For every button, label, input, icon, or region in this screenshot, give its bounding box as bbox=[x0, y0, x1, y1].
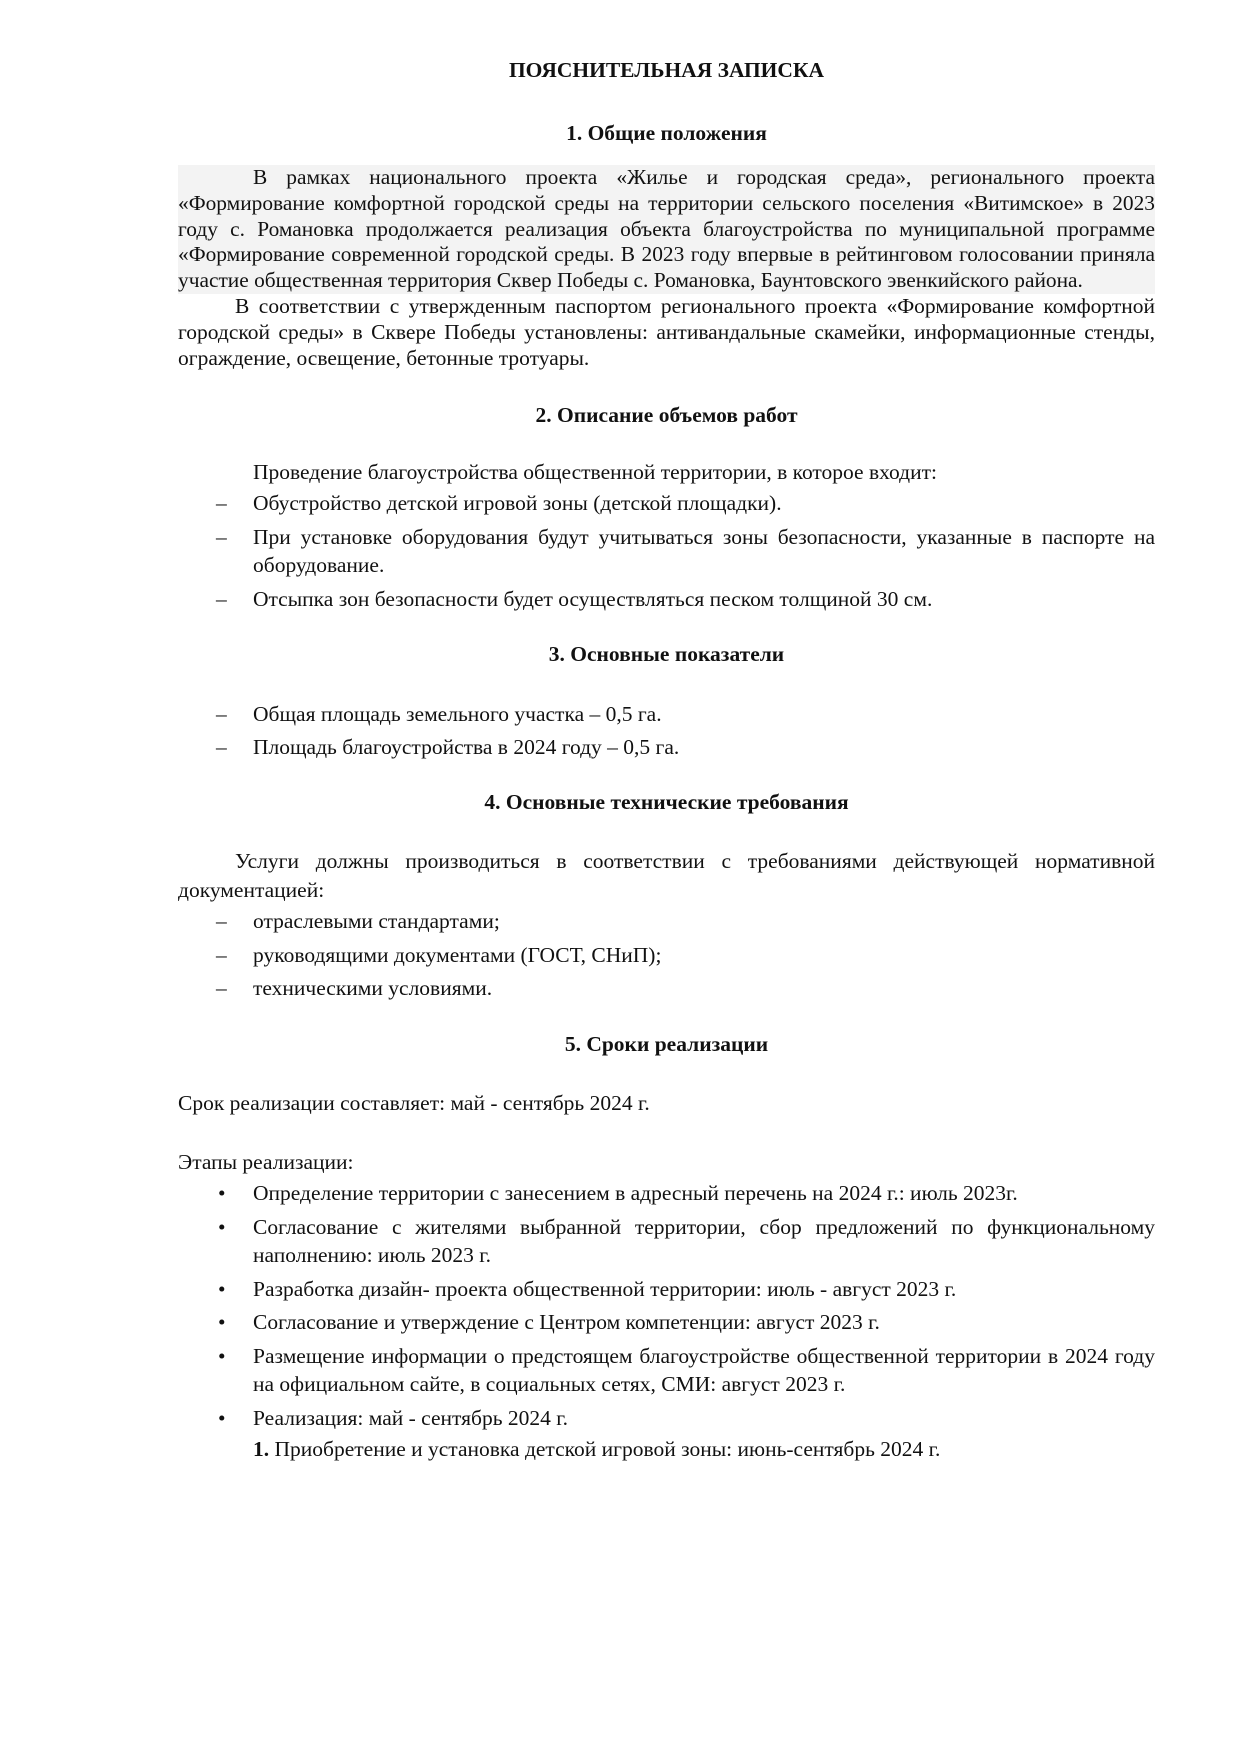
list-item bbox=[178, 523, 1155, 580]
section-1-paragraph-1: В рамках национального проекта «Жилье и городская среда», регионального проекта «Формирование комфортной городской среды на территории сельского поселения «Витимское» в 2023 году с. Романовка продолжается реализация объекта благоустройства по муниципальной программе «Формирование современной городской среды. В 2023 году впервые в рейтинговом голосовании приняла участие общественная территория Сквер Победы с. Романовка, Баунтовского эвенкийского района. bbox=[178, 165, 1155, 293]
dash-marker: – bbox=[216, 491, 227, 516]
section-5-stages-label: Этапы реализации: bbox=[178, 1149, 354, 1174]
dash-marker: – bbox=[216, 586, 227, 611]
list-item-text: отраслевыми стандартами; bbox=[253, 909, 500, 934]
list-item-text: При установке оборудования будут учитываться зоны безопасности, указанные в паспорте на оборудование. bbox=[253, 524, 1155, 578]
list-item bbox=[178, 1213, 1155, 1270]
bullet-marker: • bbox=[218, 1310, 226, 1335]
list-item bbox=[178, 733, 1155, 762]
list-item bbox=[178, 489, 1155, 518]
document-title: ПОЯСНИТЕЛЬНАЯ ЗАПИСКА bbox=[508, 58, 825, 82]
list-item bbox=[178, 1342, 1155, 1399]
list-item bbox=[178, 1179, 1155, 1208]
list-item-text: Отсыпка зон безопасности будет осуществляться песком толщиной 30 см. bbox=[253, 586, 933, 611]
dash-marker: – bbox=[216, 735, 227, 760]
list-item bbox=[178, 700, 1155, 729]
section-3-heading: 3. Основные показатели bbox=[548, 642, 785, 667]
list-item-text: Согласование с жителями выбранной территории, сбор предложений по функциональному наполнению: июль 2023 г. bbox=[253, 1214, 1155, 1268]
list-item-text: Реализация: май - сентябрь 2024 г. bbox=[253, 1405, 569, 1430]
section-4-list bbox=[178, 907, 1155, 1003]
section-5-term: Срок реализации составляет: май - сентябрь 2024 г. bbox=[178, 1091, 650, 1116]
dash-marker: – bbox=[216, 942, 227, 967]
list-item bbox=[178, 941, 1155, 970]
section-5-stages-list bbox=[178, 1179, 1155, 1432]
section-3-list bbox=[178, 700, 1155, 762]
section-2-intro: Проведение благоустройства общественной территории, в которое входит: bbox=[253, 459, 938, 484]
bullet-marker: • bbox=[218, 1214, 226, 1239]
list-item-text: Разработка дизайн- проекта общественной территории: июль - август 2023 г. bbox=[253, 1276, 957, 1301]
dash-marker: – bbox=[216, 524, 227, 549]
list-item-text: Согласование и утверждение с Центром компетенции: август 2023 г. bbox=[253, 1310, 880, 1335]
list-item-text: Площадь благоустройства в 2024 году – 0,5 га. bbox=[253, 735, 680, 760]
list-item bbox=[178, 907, 1155, 936]
sub-item-text: Приобретение и установка детской игровой зоны: июнь-сентябрь 2024 г. bbox=[269, 1437, 941, 1462]
list-item bbox=[178, 585, 1155, 614]
sub-item-number: 1. bbox=[253, 1437, 270, 1462]
section-2-heading: 2. Описание объемов работ bbox=[535, 403, 798, 428]
list-item-text: техническими условиями. bbox=[253, 976, 493, 1001]
list-item bbox=[178, 974, 1155, 1003]
section-5-heading: 5. Сроки реализации bbox=[564, 1031, 769, 1056]
list-item bbox=[178, 1404, 1155, 1433]
dash-marker: – bbox=[216, 701, 227, 726]
bullet-marker: • bbox=[218, 1181, 226, 1206]
list-item-text: Определение территории с занесением в адресный перечень на 2024 г.: июль 2023г. bbox=[253, 1181, 1018, 1206]
list-item bbox=[178, 1308, 1155, 1337]
section-5-sub-item bbox=[178, 1435, 1155, 1464]
list-item-text: Общая площадь земельного участка – 0,5 га. bbox=[253, 701, 662, 726]
document-content bbox=[178, 56, 1155, 1464]
bullet-marker: • bbox=[218, 1343, 226, 1368]
dash-marker: – bbox=[216, 976, 227, 1001]
list-item-text: руководящими документами (ГОСТ, СНиП); bbox=[253, 942, 662, 967]
list-item-text: Обустройство детской игровой зоны (детской площадки). bbox=[253, 491, 782, 516]
bullet-marker: • bbox=[218, 1276, 226, 1301]
section-1-paragraph-2: В соответствии с утвержденным паспортом регионального проекта «Формирование комфортной городской среды» в Сквере Победы установлены: антивандальные скамейки, информационные стенды, ограждение, освещение, бетонные тротуары. bbox=[178, 293, 1155, 370]
bullet-marker: • bbox=[218, 1405, 226, 1430]
list-item bbox=[178, 1275, 1155, 1304]
section-4-intro: Услуги должны производиться в соответствии с требованиями действующей нормативной документацией: bbox=[178, 849, 1155, 902]
dash-marker: – bbox=[216, 909, 227, 934]
section-4-heading: 4. Основные технические требования bbox=[484, 789, 849, 814]
section-1-heading: 1. Общие положения bbox=[566, 120, 767, 145]
section-2-list bbox=[178, 489, 1155, 613]
list-item-text: Размещение информации о предстоящем благоустройстве общественной территории в 2024 году на официальном сайте, в социальных сетях, СМИ: август 2023 г. bbox=[253, 1343, 1155, 1397]
